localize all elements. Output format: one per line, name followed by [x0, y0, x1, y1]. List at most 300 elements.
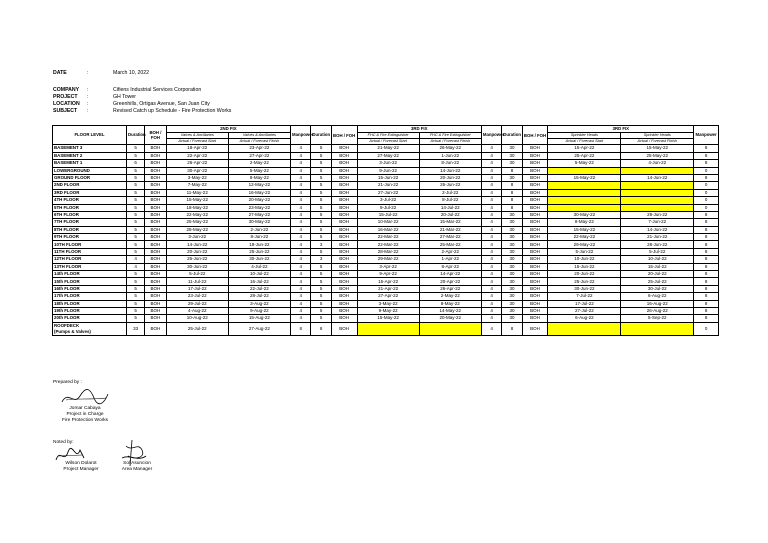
cell-duration: 5 [311, 307, 331, 314]
cell-finish-2nd-fix: 16-Jul-22 [228, 278, 290, 285]
cell-finish-2nd-fix: 27-May-22 [228, 211, 290, 218]
cell-start-2nd-fix: 3-May-22 [166, 174, 228, 181]
cell-start-sprinkler: 15-May-22 [548, 226, 621, 233]
prepared-role-2: Fire Protection Works [61, 418, 109, 424]
cell-finish-fhc: 20-Jun-22 [419, 174, 481, 181]
cell-boh-foh: BOH [145, 293, 166, 300]
cell-start-2nd-fix: 22-May-22 [166, 211, 228, 218]
cell-duration: 5 [126, 152, 144, 159]
cell-duration: 5 [126, 271, 144, 278]
table-row [53, 263, 719, 270]
prepared-by-label: Prepared by : [53, 380, 82, 385]
cell-manpower: 4 [481, 160, 501, 167]
cell-start-fhc: 9-Apr-22 [357, 271, 419, 278]
cell-finish-fhc: 8-Apr-22 [419, 263, 481, 270]
cell-manpower: 4 [481, 204, 501, 211]
cell-boh-foh: BOH [331, 219, 357, 226]
cell-duration: 5 [126, 307, 144, 314]
cell-start-fhc: 9-Jul-22 [357, 204, 419, 211]
cell-start-fhc: 15-Apr-22 [357, 278, 419, 285]
cell-start-sprinkler [548, 204, 621, 211]
col-duration: Duration [311, 126, 331, 145]
cell-finish-2nd-fix: 22-Jul-22 [228, 285, 290, 292]
colon: : [87, 101, 89, 107]
cell-boh-foh: BOH [331, 271, 357, 278]
cell-finish-2nd-fix: 23-Apr-22 [228, 145, 290, 152]
cell-finish-2nd-fix: 9-Aug-22 [228, 307, 290, 314]
cell-start-sprinkler [548, 182, 621, 189]
subject-value: Revised Catch up Schedule - Fire Protection Works [113, 108, 232, 114]
cell-duration: 5 [311, 152, 331, 159]
cell-boh-foh: BOH [145, 182, 166, 189]
cell-boh-foh: BOH [331, 152, 357, 159]
col-manpower: Manpower [291, 126, 311, 145]
table-row [53, 307, 719, 314]
cell-duration: 5 [311, 211, 331, 218]
cell-start-fhc: 28-Mar-22 [357, 248, 419, 255]
cell-finish-fhc: 21-Mar-22 [419, 226, 481, 233]
cell-manpower: 8 [694, 278, 719, 285]
table-row [53, 226, 719, 233]
cell-boh-foh: BOH [145, 300, 166, 307]
cell-start-sprinkler: 7-Jul-22 [548, 293, 621, 300]
cell-boh-foh: BOH [331, 307, 357, 314]
cell-start-fhc: 21-May-22 [357, 145, 419, 152]
cell-boh-foh: BOH [331, 234, 357, 241]
prepared-name: Jomar Cabaya [69, 406, 101, 411]
cell-boh-foh: BOH [331, 248, 357, 255]
cell-duration: 30 [502, 307, 522, 314]
cell-finish-sprinkler [621, 189, 694, 196]
cell-finish-sprinkler: 29-Jun-22 [621, 211, 694, 218]
cell-floor-level: LOWERGROUND [53, 167, 127, 174]
cell-floor-level: BASEMENT 1 [53, 160, 127, 167]
cell-manpower: 8 [694, 300, 719, 307]
cell-finish-2nd-fix: 27-Apr-22 [228, 152, 290, 159]
cell-duration: 5 [126, 248, 144, 255]
cell-start-sprinkler: 27-Jul-22 [548, 307, 621, 314]
cell-duration: 4 [126, 256, 144, 263]
noted-1-role: Project Manager [63, 467, 99, 473]
cell-duration: 5 [311, 293, 331, 300]
cell-finish-fhc: 14-Jun-22 [419, 167, 481, 174]
cell-boh-foh: BOH [522, 263, 548, 270]
cell-duration: 5 [311, 160, 331, 167]
cell-boh-foh: BOH [331, 211, 357, 218]
cell-boh-foh: BOH [145, 174, 166, 181]
cell-manpower: 4 [481, 174, 501, 181]
cell-floor-level: 2ND FLOOR [53, 182, 127, 189]
cell-boh-foh: BOH [145, 307, 166, 314]
cell-start-2nd-fix: 18-Apr-22 [166, 145, 228, 152]
schedule-body [53, 145, 719, 335]
cell-boh-foh: BOH [145, 219, 166, 226]
cell-manpower: 4 [481, 182, 501, 189]
cell-manpower: 4 [481, 278, 501, 285]
cell-finish-sprinkler: 4-Jun-22 [621, 160, 694, 167]
cell-duration: 5 [126, 174, 144, 181]
cell-finish-sprinkler: 21-Jun-22 [621, 234, 694, 241]
cell-manpower: 4 [291, 219, 311, 226]
cell-duration: 5 [126, 182, 144, 189]
table-row [53, 211, 719, 218]
cell-finish-2nd-fix: 8-May-22 [228, 174, 290, 181]
cell-manpower: 8 [694, 160, 719, 167]
cell-manpower: 4 [291, 189, 311, 196]
cell-start-2nd-fix: 5-Jul-22 [166, 271, 228, 278]
cell-finish-sprinkler: 20-Jul-22 [621, 271, 694, 278]
cell-duration: 8 [502, 182, 522, 189]
colon: : [87, 108, 89, 114]
cell-boh-foh: BOH [331, 285, 357, 292]
cell-manpower: 4 [481, 189, 501, 196]
prepared-role: Project in Charge [66, 412, 104, 418]
table-row [53, 145, 719, 152]
table-row [53, 256, 719, 263]
cell-boh-foh: BOH [522, 160, 548, 167]
cell-finish-sprinkler: 6-Aug-22 [621, 293, 694, 300]
cell-manpower: 4 [481, 197, 501, 204]
cell-boh-foh: BOH [522, 174, 548, 181]
cell-manpower: 4 [481, 307, 501, 314]
cell-start-2nd-fix: 3-Jun-22 [166, 234, 228, 241]
cell-manpower: 4 [481, 293, 501, 300]
cell-manpower: 8 [694, 263, 719, 270]
noted-2-role: Area Manager [121, 467, 153, 473]
cell-finish-2nd-fix: 19-Jun-22 [228, 241, 290, 248]
cell-floor-level: 11TH FLOOR [53, 248, 127, 255]
cell-start-2nd-fix: 17-Jul-22 [166, 285, 228, 292]
cell-start-fhc: 22-Mar-22 [357, 234, 419, 241]
cell-manpower: 4 [481, 145, 501, 152]
cell-duration: 30 [502, 285, 522, 292]
cell-finish-fhc: 15-Mar-22 [419, 219, 481, 226]
cell-manpower: 0 [694, 189, 719, 196]
date-label: DATE [53, 70, 67, 76]
cell-boh-foh: BOH [145, 145, 166, 152]
cell-duration: 5 [311, 315, 331, 322]
cell-start-sprinkler [548, 322, 621, 335]
cell-finish-2nd-fix: 30-Jun-22 [228, 256, 290, 263]
cell-boh-foh: BOH [145, 256, 166, 263]
cell-floor-level: 13TH FLOOR [53, 263, 127, 270]
cell-duration: 30 [502, 300, 522, 307]
cell-start-2nd-fix: 18-May-22 [166, 204, 228, 211]
sub-fhc: FHC & Fire Extinguisher [419, 133, 481, 139]
cell-boh-foh: BOH [522, 278, 548, 285]
cell-duration: 33 [126, 322, 144, 335]
cell-finish-fhc: 14-Jul-22 [419, 204, 481, 211]
cell-finish-fhc: 27-Mar-22 [419, 234, 481, 241]
cell-finish-sprinkler: 15-May-22 [621, 145, 694, 152]
cell-finish-2nd-fix: 2-Jun-22 [228, 226, 290, 233]
table-row [53, 197, 719, 204]
cell-start-sprinkler: 15-Jun-22 [548, 263, 621, 270]
cell-boh-foh: BOH [331, 315, 357, 322]
cell-boh-foh: BOH [522, 241, 548, 248]
cell-duration: 30 [502, 160, 522, 167]
cell-finish-fhc: 8-May-22 [419, 300, 481, 307]
col-boh-foh: BOH / FOH [145, 126, 166, 145]
cell-finish-2nd-fix: 15-Aug-22 [228, 315, 290, 322]
col-floor-level: FLOOR LEVEL [53, 126, 127, 145]
cell-boh-foh: BOH [522, 226, 548, 233]
cell-boh-foh: BOH [145, 211, 166, 218]
cell-floor-level: GROUND FLOOR [53, 174, 127, 181]
cell-duration: 5 [311, 263, 331, 270]
table-row [53, 234, 719, 241]
cell-start-sprinkler: 22-May-22 [548, 234, 621, 241]
cell-duration: 5 [311, 182, 331, 189]
cell-boh-foh: BOH [522, 322, 548, 335]
cell-duration: 5 [311, 300, 331, 307]
cell-duration: 8 [502, 322, 522, 335]
cell-duration: 30 [502, 315, 522, 322]
cell-floor-level: 10TH FLOOR [53, 241, 127, 248]
cell-duration: 5 [311, 174, 331, 181]
cell-finish-sprinkler: 14-Jun-22 [621, 226, 694, 233]
cell-start-sprinkler [548, 167, 621, 174]
cell-duration: 30 [502, 278, 522, 285]
cell-manpower: 4 [481, 226, 501, 233]
colon: : [87, 87, 89, 93]
location-value: Greenhills, Ortigas Avenue, San Juan City [113, 101, 210, 107]
cell-finish-sprinkler: 25-May-22 [621, 152, 694, 159]
cell-finish-sprinkler: 5-Sep-22 [621, 315, 694, 322]
cell-boh-foh: BOH [145, 189, 166, 196]
cell-boh-foh: BOH [522, 234, 548, 241]
cell-duration: 5 [126, 145, 144, 152]
cell-start-fhc: 3-Apr-22 [357, 263, 419, 270]
table-row [53, 182, 719, 189]
cell-start-sprinkler: 5-May-22 [548, 160, 621, 167]
cell-manpower: 4 [481, 241, 501, 248]
cell-floor-level: 16th FLOOR [53, 285, 127, 292]
project-label: PROJECT [53, 94, 78, 100]
cell-manpower: 8 [694, 271, 719, 278]
cell-manpower: 4 [291, 167, 311, 174]
cell-boh-foh: BOH [331, 300, 357, 307]
col-manpower: Manpower [694, 126, 719, 145]
cell-floor-level: 8TH FLOOR [53, 226, 127, 233]
cell-boh-foh: BOH [522, 300, 548, 307]
cell-floor-level: 9TH FLOOR [53, 234, 127, 241]
table-row [53, 204, 719, 211]
cell-start-fhc: 29-Mar-22 [357, 256, 419, 263]
cell-finish-fhc: 26-Jun-22 [419, 182, 481, 189]
location-label: LOCATION [53, 101, 80, 107]
cell-duration: 5 [126, 197, 144, 204]
cell-duration: 8 [502, 189, 522, 196]
cell-manpower: 4 [481, 219, 501, 226]
group-3rd-fix-sprinkler: 3RD FIX [548, 126, 694, 133]
table-row [53, 174, 719, 181]
cell-start-sprinkler: 10-Jun-22 [548, 256, 621, 263]
cell-finish-fhc: 8-Jul-22 [419, 197, 481, 204]
cell-boh-foh: BOH [145, 271, 166, 278]
cell-start-2nd-fix: 22-Apr-22 [166, 152, 228, 159]
sub-start: Actual / Forecast Start [357, 139, 419, 145]
cell-duration: 4 [126, 263, 144, 270]
cell-duration: 5 [126, 300, 144, 307]
company-value: Cifiens Industrial Services Corporation [113, 87, 202, 93]
group-3rd-fix-fhc: 3RD FIX [357, 126, 481, 133]
noted-by-label: Noted by: [53, 440, 74, 445]
cell-start-2nd-fix: 23-Jul-22 [166, 293, 228, 300]
cell-start-fhc: 22-Mar-22 [357, 241, 419, 248]
date-value: March 10, 2022 [113, 70, 150, 76]
cell-manpower: 0 [694, 167, 719, 174]
cell-finish-2nd-fix: 4-Jul-22 [228, 263, 290, 270]
cell-manpower: 4 [291, 152, 311, 159]
cell-boh-foh: BOH [331, 197, 357, 204]
subject-label: SUBJECT [53, 108, 78, 114]
cell-duration: 30 [502, 152, 522, 159]
cell-duration: 30 [502, 263, 522, 270]
cell-finish-fhc: 1-Jun-22 [419, 152, 481, 159]
cell-manpower: 4 [291, 234, 311, 241]
cell-manpower: 8 [694, 234, 719, 241]
cell-manpower: 4 [291, 241, 311, 248]
cell-manpower: 4 [291, 160, 311, 167]
cell-duration: 5 [126, 211, 144, 218]
cell-finish-2nd-fix: 3-Aug-22 [228, 300, 290, 307]
cell-manpower: 8 [694, 248, 719, 255]
noted-1-block [56, 461, 106, 473]
cell-finish-sprinkler: 10-Jul-22 [621, 256, 694, 263]
cell-start-2nd-fix: 28-May-22 [166, 226, 228, 233]
cell-start-sprinkler: 25-Jun-22 [548, 278, 621, 285]
cell-boh-foh: BOH [145, 226, 166, 233]
cell-manpower: 4 [481, 315, 501, 322]
col-duration: Duration [502, 126, 522, 145]
cell-manpower: 4 [481, 211, 501, 218]
cell-boh-foh: BOH [522, 248, 548, 255]
cell-duration: 5 [126, 234, 144, 241]
cell-boh-foh: BOH [331, 263, 357, 270]
cell-finish-fhc [419, 322, 481, 335]
cell-finish-2nd-fix: 27-Aug-22 [228, 322, 290, 335]
cell-start-2nd-fix: 26-Jun-22 [166, 256, 228, 263]
cell-manpower: 4 [291, 145, 311, 152]
cell-manpower: 4 [481, 152, 501, 159]
table-row [53, 300, 719, 307]
cell-finish-2nd-fix: 8-Jun-22 [228, 234, 290, 241]
cell-duration: 3 [311, 256, 331, 263]
cell-manpower: 8 [694, 256, 719, 263]
cell-manpower: 8 [694, 174, 719, 181]
cell-duration: 5 [126, 204, 144, 211]
cell-duration: 6 [126, 160, 144, 167]
cell-start-2nd-fix: 25-May-22 [166, 219, 228, 226]
cell-manpower: 4 [481, 248, 501, 255]
cell-duration: 8 [502, 167, 522, 174]
cell-start-2nd-fix: 7-May-22 [166, 182, 228, 189]
cell-manpower: 4 [291, 204, 311, 211]
cell-manpower: 4 [481, 167, 501, 174]
cell-boh-foh: BOH [331, 226, 357, 233]
cell-boh-foh: BOH [522, 182, 548, 189]
cell-manpower: 4 [481, 256, 501, 263]
cell-manpower: 4 [291, 315, 311, 322]
cell-floor-level: 20th FLOOR [53, 315, 127, 322]
colon: : [87, 94, 89, 100]
cell-boh-foh: BOH [145, 204, 166, 211]
cell-boh-foh: BOH [522, 211, 548, 218]
sub-valves: Valves & Ancillaries [228, 133, 290, 139]
cell-finish-sprinkler: 7-Jun-22 [621, 219, 694, 226]
cell-manpower: 4 [481, 263, 501, 270]
table-row [53, 219, 719, 226]
table-row [53, 285, 719, 292]
cell-finish-sprinkler [621, 167, 694, 174]
table-row [53, 160, 719, 167]
cell-boh-foh: BOH [522, 189, 548, 196]
cell-finish-2nd-fix: 16-May-22 [228, 189, 290, 196]
noted-1-name: Wilson Dolarot [65, 461, 97, 466]
cell-start-2nd-fix: 30-Apr-22 [166, 167, 228, 174]
cell-boh-foh: BOH [331, 241, 357, 248]
cell-duration: 8 [502, 204, 522, 211]
cell-manpower: 4 [291, 174, 311, 181]
table-row [53, 167, 719, 174]
cell-duration: 5 [311, 167, 331, 174]
cell-manpower: 8 [694, 293, 719, 300]
cell-boh-foh: BOH [145, 160, 166, 167]
cell-manpower: 8 [694, 241, 719, 248]
cell-finish-fhc: 1-Apr-22 [419, 256, 481, 263]
cell-start-fhc: 3-Jun-22 [357, 160, 419, 167]
cell-finish-sprinkler: 5-Jul-22 [621, 248, 694, 255]
table-row [53, 293, 719, 300]
cell-floor-level: 3RD FLOOR [53, 189, 127, 196]
cell-floor-level: 19th FLOOR [53, 307, 127, 314]
cell-duration: 5 [126, 315, 144, 322]
cell-manpower: 4 [291, 256, 311, 263]
cell-duration: 5 [311, 189, 331, 196]
noted-2-block [112, 461, 162, 473]
cell-floor-level: BASEMENT 2 [53, 152, 127, 159]
cell-finish-fhc: 14-Apr-22 [419, 271, 481, 278]
cell-boh-foh: BOH [522, 307, 548, 314]
company-label: COMPANY [53, 87, 80, 93]
sub-valves: Valves & Ancillaries [166, 133, 228, 139]
cell-start-fhc: 27-Jun-22 [357, 189, 419, 196]
project-value: GH Tower [113, 94, 136, 100]
cell-duration: 30 [502, 219, 522, 226]
cell-manpower: 4 [481, 300, 501, 307]
cell-finish-fhc: 26-May-22 [419, 145, 481, 152]
cell-start-fhc: 15-May-22 [357, 315, 419, 322]
table-row [53, 241, 719, 248]
cell-finish-2nd-fix: 28-Jul-22 [228, 293, 290, 300]
cell-finish-2nd-fix: 12-May-22 [228, 182, 290, 189]
cell-manpower: 8 [694, 315, 719, 322]
cell-start-sprinkler [548, 197, 621, 204]
cell-duration: 5 [311, 197, 331, 204]
cell-finish-fhc: 2-May-22 [419, 293, 481, 300]
table-row [53, 152, 719, 159]
cell-boh-foh: BOH [522, 197, 548, 204]
cell-start-sprinkler: 15-Apr-22 [548, 145, 621, 152]
cell-finish-fhc: 8-Jun-22 [419, 160, 481, 167]
cell-manpower: 4 [291, 285, 311, 292]
cell-start-sprinkler: 30-Jun-22 [548, 285, 621, 292]
cell-start-fhc: 27-May-22 [357, 152, 419, 159]
cell-manpower: 4 [481, 285, 501, 292]
cell-boh-foh: BOH [331, 293, 357, 300]
sub-start: Actual / Forecast Start [548, 139, 621, 145]
